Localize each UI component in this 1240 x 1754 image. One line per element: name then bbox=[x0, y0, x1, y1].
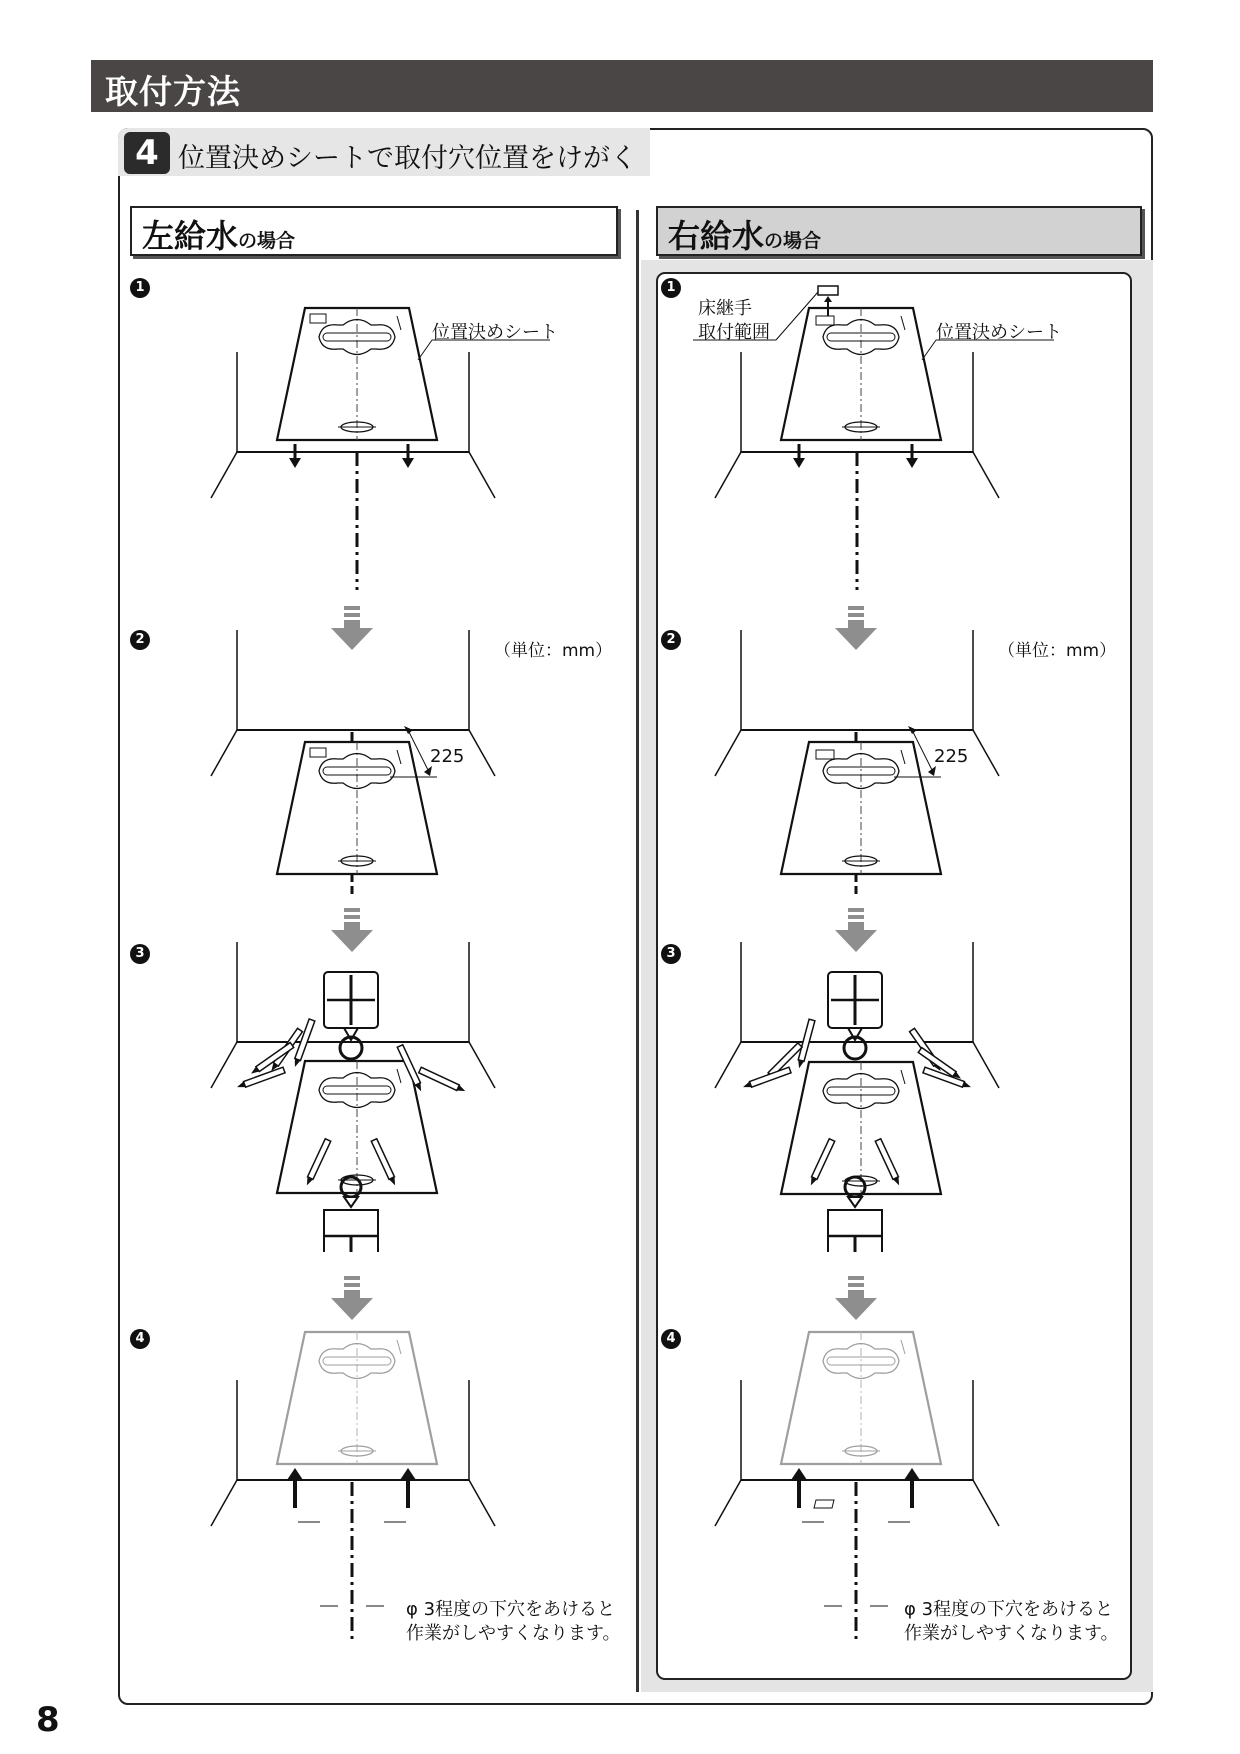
left-note-line-2: 作業がしやすくなります。 bbox=[406, 1623, 621, 1644]
left-step-1-diagram bbox=[211, 308, 550, 650]
right-step-2-diagram bbox=[715, 630, 999, 952]
left-note-line-1: φ 3程度の下穴をあけると bbox=[406, 1599, 616, 1620]
right-heading-main: 右給水 bbox=[668, 217, 765, 255]
left-step-3-number: 3 bbox=[130, 944, 150, 964]
left-step-3-diagram bbox=[211, 942, 495, 1320]
step-title: 位置決めシートで取付穴位置をけがく bbox=[178, 143, 637, 174]
right-heading-suffix: の場合 bbox=[764, 230, 822, 252]
right-note-line-2: 作業がしやすくなります。 bbox=[904, 1623, 1119, 1644]
left-unit-label: （単位：mm） bbox=[494, 641, 613, 661]
right-step-4-number: 4 bbox=[661, 1329, 681, 1349]
left-step-4-number: 4 bbox=[130, 1329, 150, 1349]
right-dimension-225: 225 bbox=[934, 746, 969, 767]
right-positioning-sheet-label: 位置決めシート bbox=[936, 322, 1062, 343]
left-heading-suffix: の場合 bbox=[238, 230, 296, 252]
left-positioning-sheet-label: 位置決めシート bbox=[432, 322, 558, 343]
right-step-4-diagram bbox=[715, 1332, 999, 1640]
left-note bbox=[406, 1598, 621, 1646]
section-title: 取付方法 bbox=[91, 60, 1153, 112]
left-heading-main: 左給水 bbox=[142, 217, 239, 255]
floor-fitting-label-line-2: 取付範囲 bbox=[698, 322, 770, 343]
left-dimension-225: 225 bbox=[430, 746, 465, 767]
right-note-line-1: φ 3程度の下穴をあけると bbox=[904, 1599, 1114, 1620]
left-step-1-number: 1 bbox=[130, 278, 150, 298]
right-step-3-number: 3 bbox=[661, 944, 681, 964]
floor-fitting-label-line-1: 床継手 bbox=[698, 298, 752, 319]
left-step-2-diagram bbox=[211, 630, 495, 952]
right-step-1-number: 1 bbox=[661, 278, 681, 298]
right-note bbox=[904, 1598, 1119, 1646]
step-number-badge: 4 bbox=[124, 132, 170, 174]
left-step-2-number: 2 bbox=[130, 630, 150, 650]
page-number: 8 bbox=[36, 1700, 60, 1740]
right-step-3-diagram bbox=[715, 942, 999, 1320]
left-step-4-diagram bbox=[211, 1332, 495, 1640]
right-unit-label: （単位：mm） bbox=[998, 641, 1117, 661]
right-step-2-number: 2 bbox=[661, 630, 681, 650]
